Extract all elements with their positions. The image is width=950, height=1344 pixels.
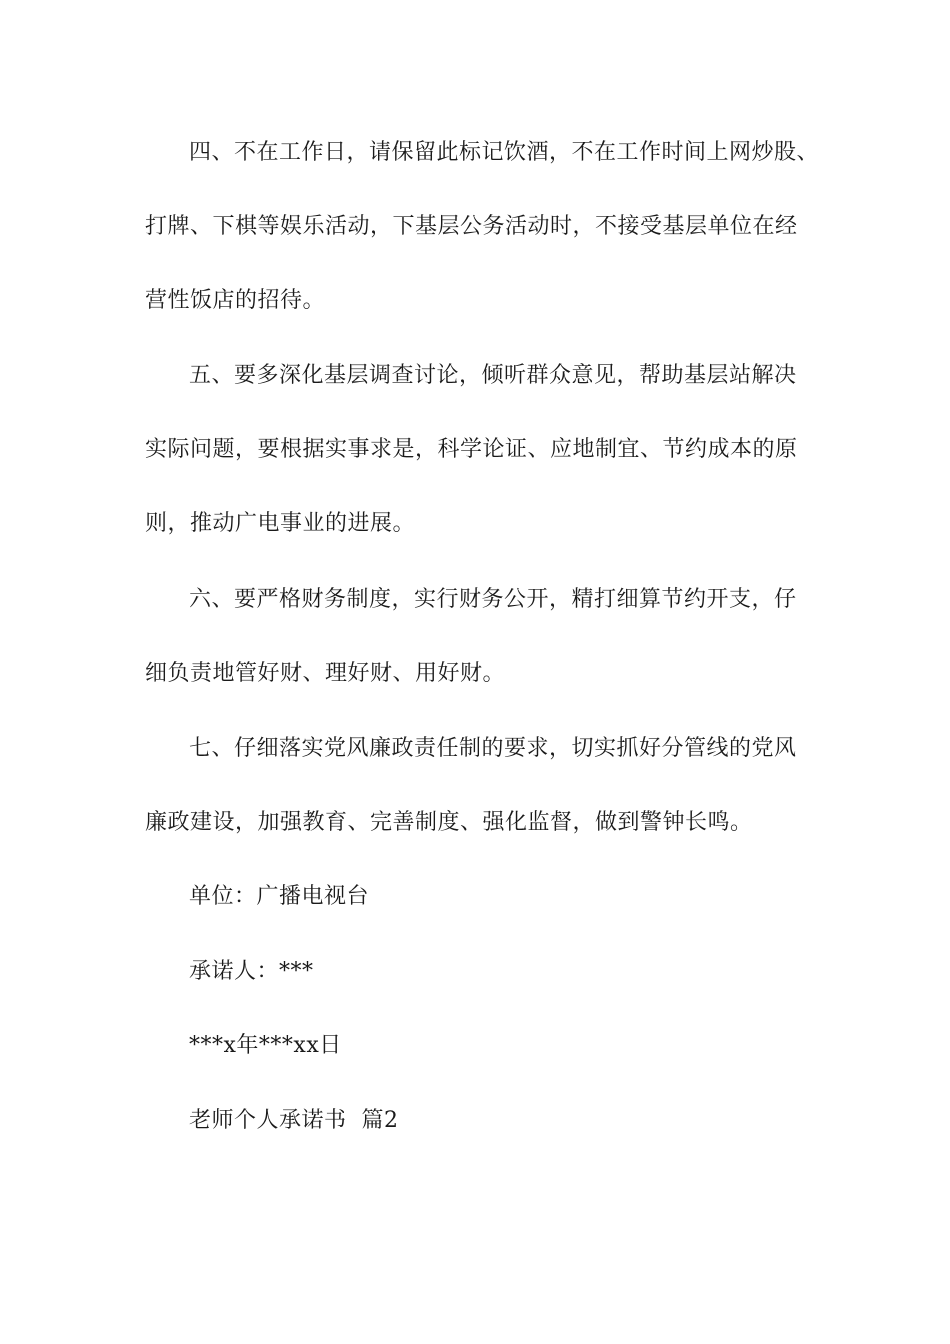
signature-unit: 单位：广播电视台 [189, 884, 370, 909]
signature-date: ***x年***xx日 [189, 1033, 342, 1058]
paragraph-6-line-2: 细负责地管好财、理好财、用好财。 [145, 661, 506, 686]
paragraph-5-line-1: 五、要多深化基层调查讨论，倾听群众意见，帮助基层站解决 [189, 363, 797, 388]
paragraph-7-line-2: 廉政建设，加强教育、完善制度、强化监督，做到警钟长鸣。 [145, 810, 753, 835]
signature-promisor: 承诺人：*** [189, 959, 314, 984]
paragraph-4-line-3: 营性饭店的招待。 [145, 288, 326, 313]
paragraph-5-line-3: 则，推动广电事业的进展。 [145, 511, 416, 536]
paragraph-4-line-2: 打牌、下棋等娱乐活动，下基层公务活动时，不接受基层单位在经 [145, 214, 798, 239]
paragraph-5-line-2: 实际问题，要根据实事求是，科学论证、应地制宜、节约成本的原 [145, 437, 798, 462]
paragraph-4-line-1: 四、不在工作日，请保留此标记饮酒，不在工作时间上网炒股、 [189, 140, 820, 165]
paragraph-7-line-1: 七、仔细落实党风廉政责任制的要求，切实抓好分管线的党风 [189, 736, 797, 761]
paragraph-6-line-1: 六、要严格财务制度，实行财务公开，精打细算节约开支，仔 [189, 587, 797, 612]
next-section-title: 老师个人承诺书 篇2 [189, 1108, 399, 1133]
